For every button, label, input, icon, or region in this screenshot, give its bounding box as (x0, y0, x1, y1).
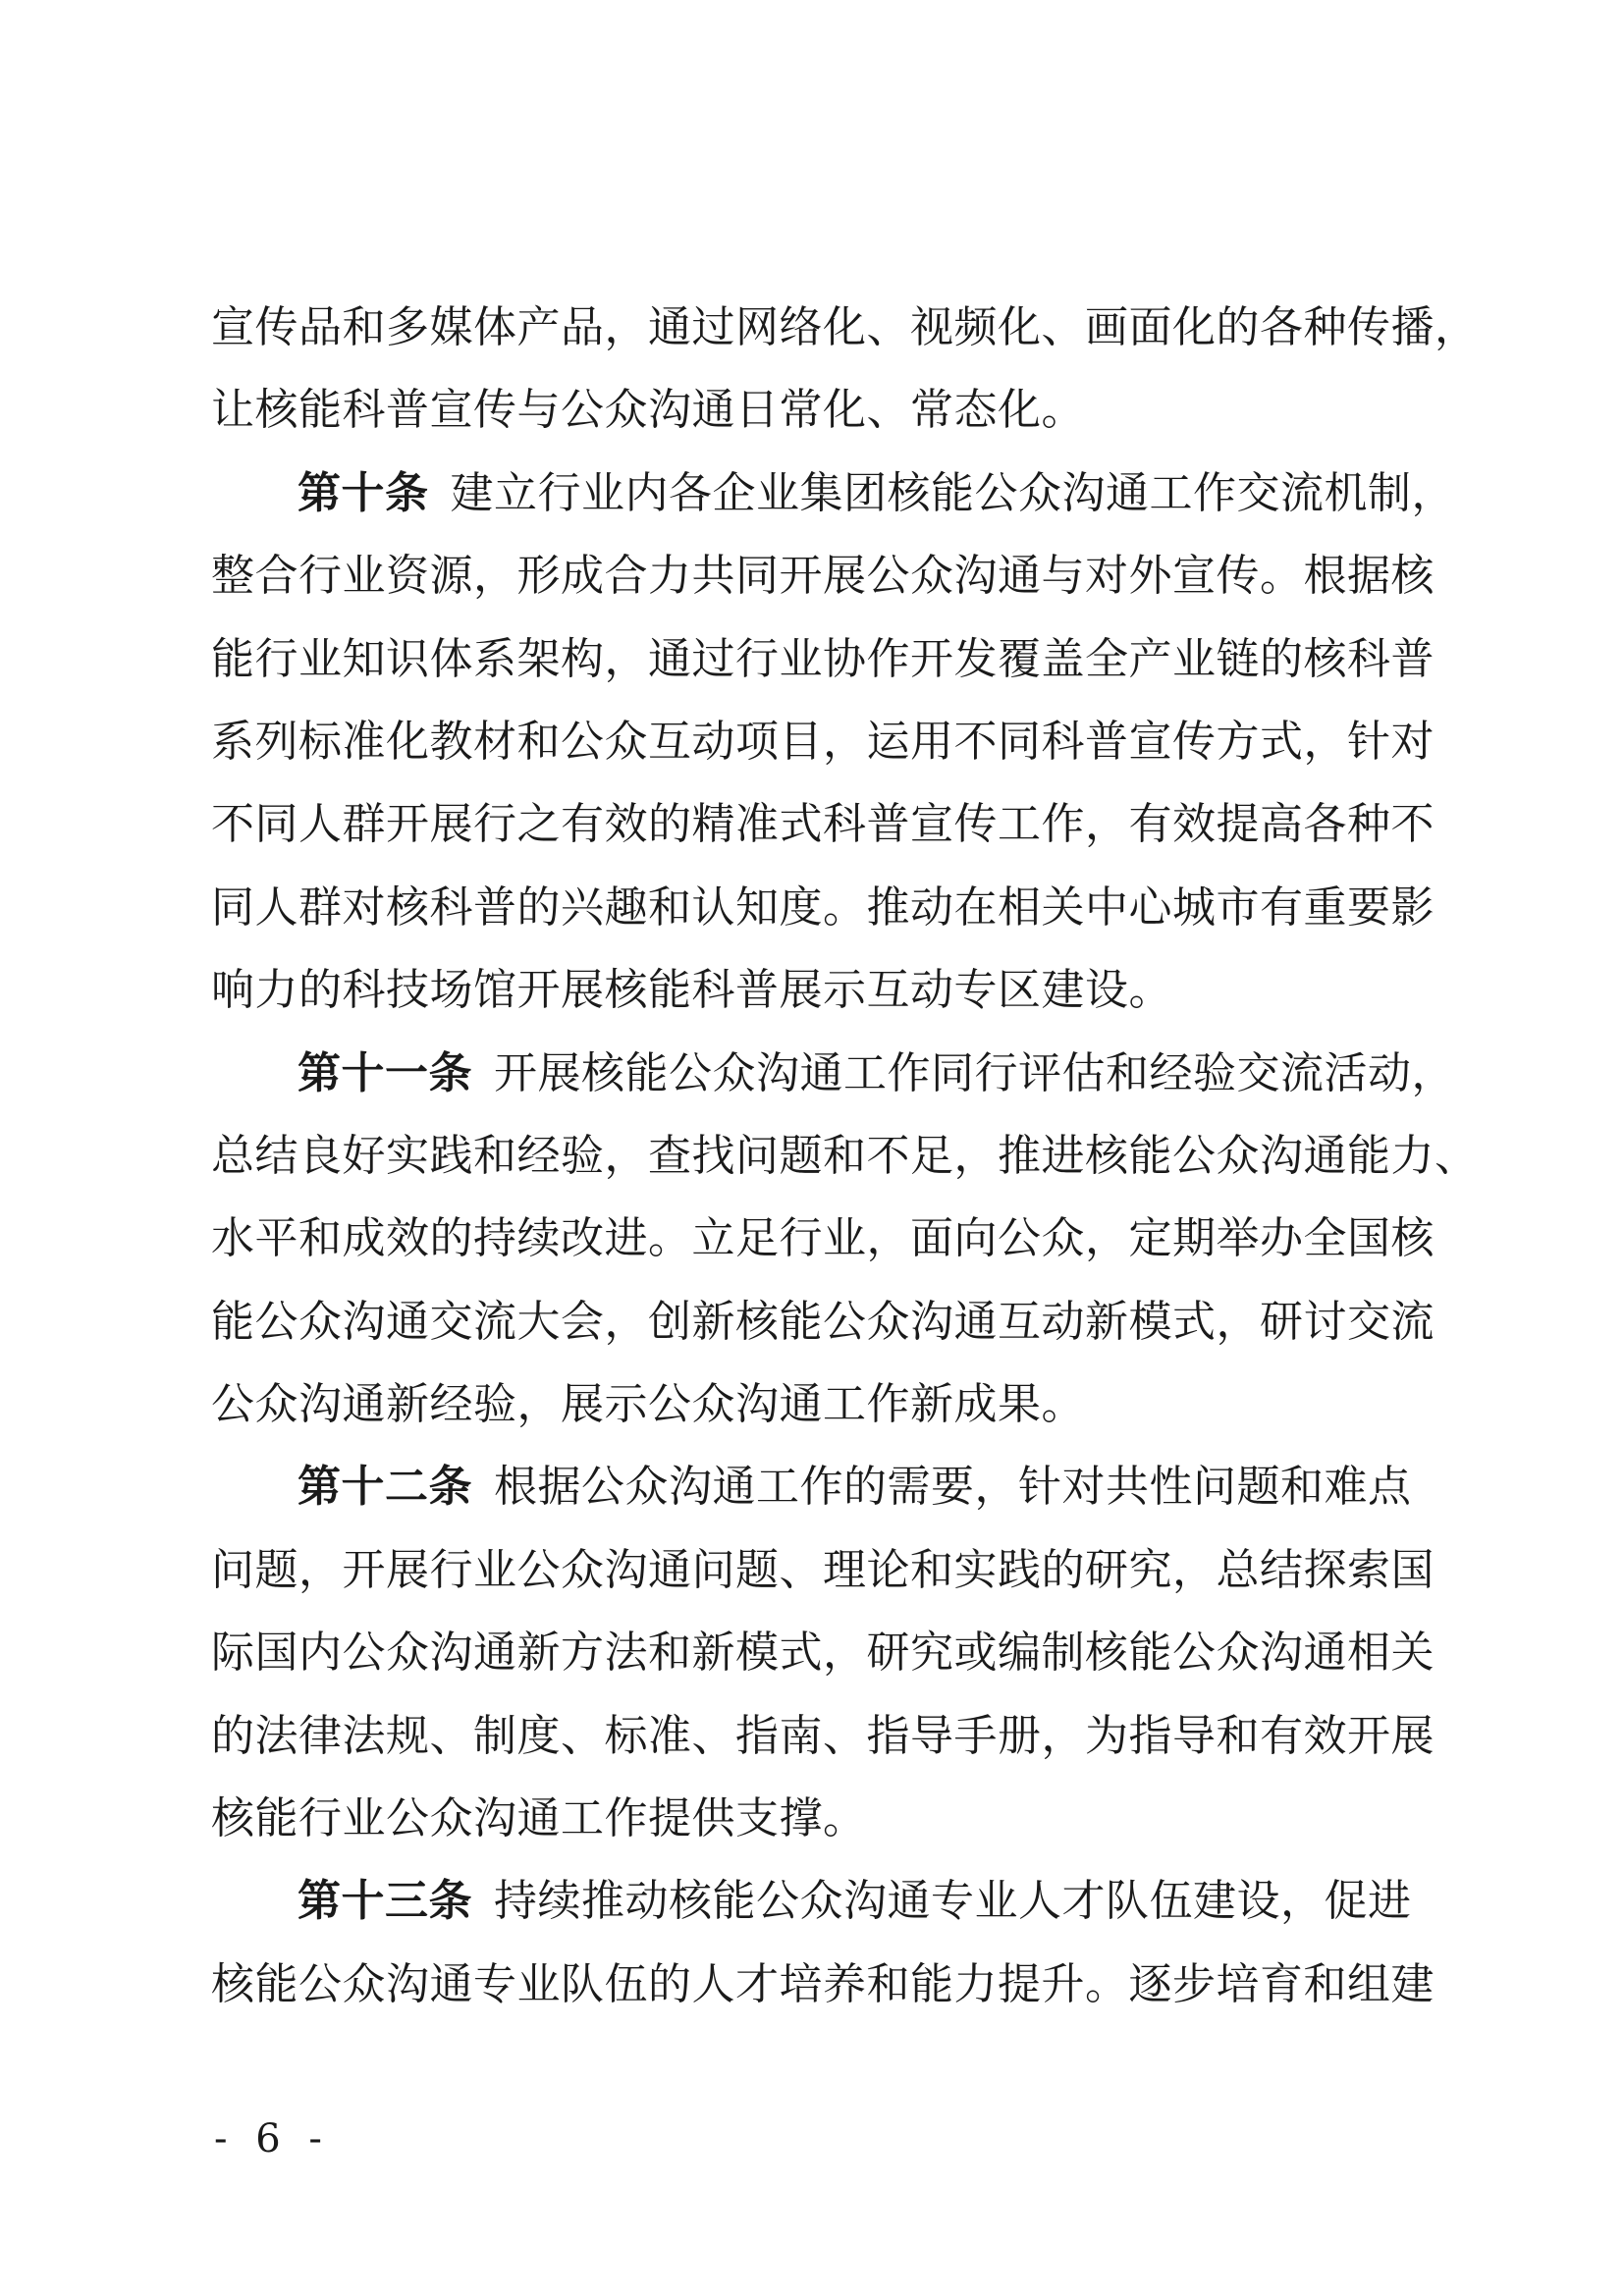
text-line: 不同人群开展行之有效的精准式科普宣传工作，有效提高各种不 (211, 799, 1435, 850)
text-line: 水平和成效的持续改进。立足行业，面向公众，定期举办全国核 (211, 1213, 1435, 1264)
article-10-title: 第十条 (298, 467, 429, 518)
page-number: - 6 - (214, 2116, 330, 2162)
text-line: 宣传品和多媒体产品，通过网络化、视频化、画面化的各种传播， (211, 302, 1479, 352)
text-line: 同人群对核科普的兴趣和认知度。推动在相关中心城市有重要影 (211, 881, 1435, 933)
article-12-text: 根据公众沟通工作的需要，针对共性问题和难点 (494, 1462, 1412, 1513)
text-line: 际国内公众沟通新方法和新模式，研究或编制核能公众沟通相关 (211, 1628, 1435, 1679)
article-12-first-line (211, 1446, 1429, 1528)
text-line: 核能公众沟通专业队伍的人才培养和能力提升。逐步培育和组建 (211, 1958, 1435, 2009)
body-text (211, 287, 1479, 2026)
text-line: 整合行业资源，形成合力共同开展公众沟通与对外宣传。根据核 (211, 551, 1435, 602)
text-line: 核能行业公众沟通工作提供支撑。 (211, 1793, 867, 1844)
article-13-title: 第十三条 (298, 1876, 472, 1927)
text-line: 系列标准化教材和公众互动项目，运用不同科普宣传方式，针对 (211, 716, 1435, 767)
article-11-text: 开展核能公众沟通工作同行评估和经验交流活动， (494, 1047, 1455, 1098)
text-line: 的法律法规、制度、标准、指南、指导手册，为指导和有效开展 (211, 1710, 1435, 1761)
article-13-first-line (211, 1860, 1429, 1943)
text-line: 问题，开展行业公众沟通问题、理论和实践的研究，总结探索国 (211, 1544, 1435, 1595)
article-12-title: 第十二条 (298, 1462, 472, 1513)
text-line: 响力的科技场馆开展核能科普展示互动专区建设。 (211, 965, 1172, 1016)
text-line: 公众沟通新经验，展示公众沟通工作新成果。 (211, 1379, 1085, 1430)
text-line: 能公众沟通交流大会，创新核能公众沟通互动新模式，研讨交流 (211, 1296, 1435, 1347)
article-13-text: 持续推动核能公众沟通专业人才队伍建设，促进 (494, 1876, 1412, 1927)
article-10-text: 建立行业内各企业集团核能公众沟通工作交流机制， (450, 467, 1455, 518)
article-11-title: 第十一条 (298, 1047, 472, 1098)
article-11-first-line (211, 1033, 1455, 1115)
text-line: 让核能科普宣传与公众沟通日常化、常态化。 (211, 385, 1085, 436)
article-10-first-line (211, 453, 1455, 535)
text-line: 能行业知识体系架构，通过行业协作开发覆盖全产业链的核科普 (211, 633, 1435, 684)
text-line: 总结良好实践和经验，查找问题和不足，推进核能公众沟通能力、 (211, 1130, 1479, 1181)
